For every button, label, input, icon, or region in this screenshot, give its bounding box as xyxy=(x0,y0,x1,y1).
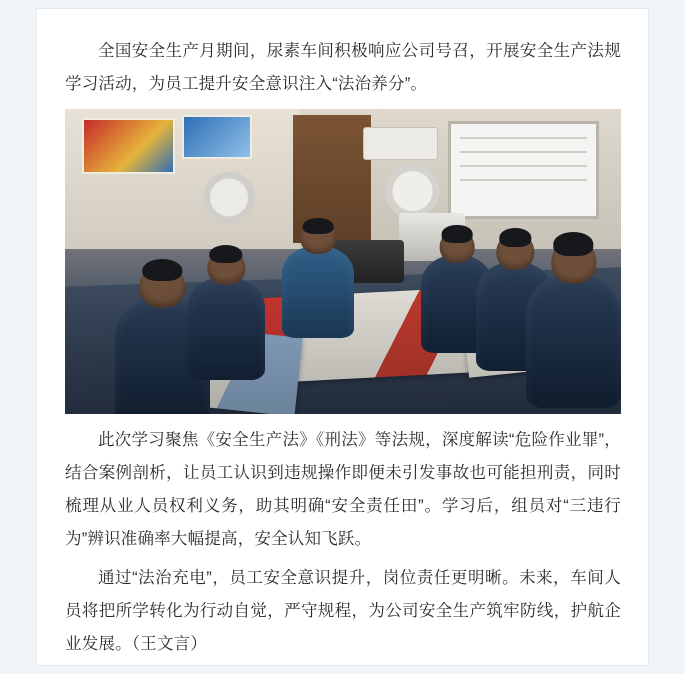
photo-vignette xyxy=(65,109,621,414)
paragraph-3: 通过“法治充电”，员工安全意识提升，岗位责任更明晰。未来，车间人员将把所学转化为行动自觉，严守规程，为公司安全生产筑牢防线，护航企业发展。（王文言） xyxy=(65,569,621,653)
paragraph-2: 此次学习聚焦《安全生产法》《刑法》等法规，深度解读“危险作业罪”，结合案例剖析，让员工认识到违规操作即便未引发事故也可能担刑责，同时梳理从业人员权利义务，助其明确“安全责任田”。学习后，组员对“三违行为”辨识准确率大幅提高，安全认知飞跃。 xyxy=(65,431,621,548)
meeting-photo xyxy=(65,109,621,414)
paragraph-1: 全国安全生产月期间，尿素车间积极响应公司号召，开展安全生产法规学习活动，为员工提升安全意识注入“法治养分”。 xyxy=(65,42,621,93)
article-content xyxy=(65,35,621,666)
article-card xyxy=(36,8,649,666)
photo-scene xyxy=(65,109,621,414)
